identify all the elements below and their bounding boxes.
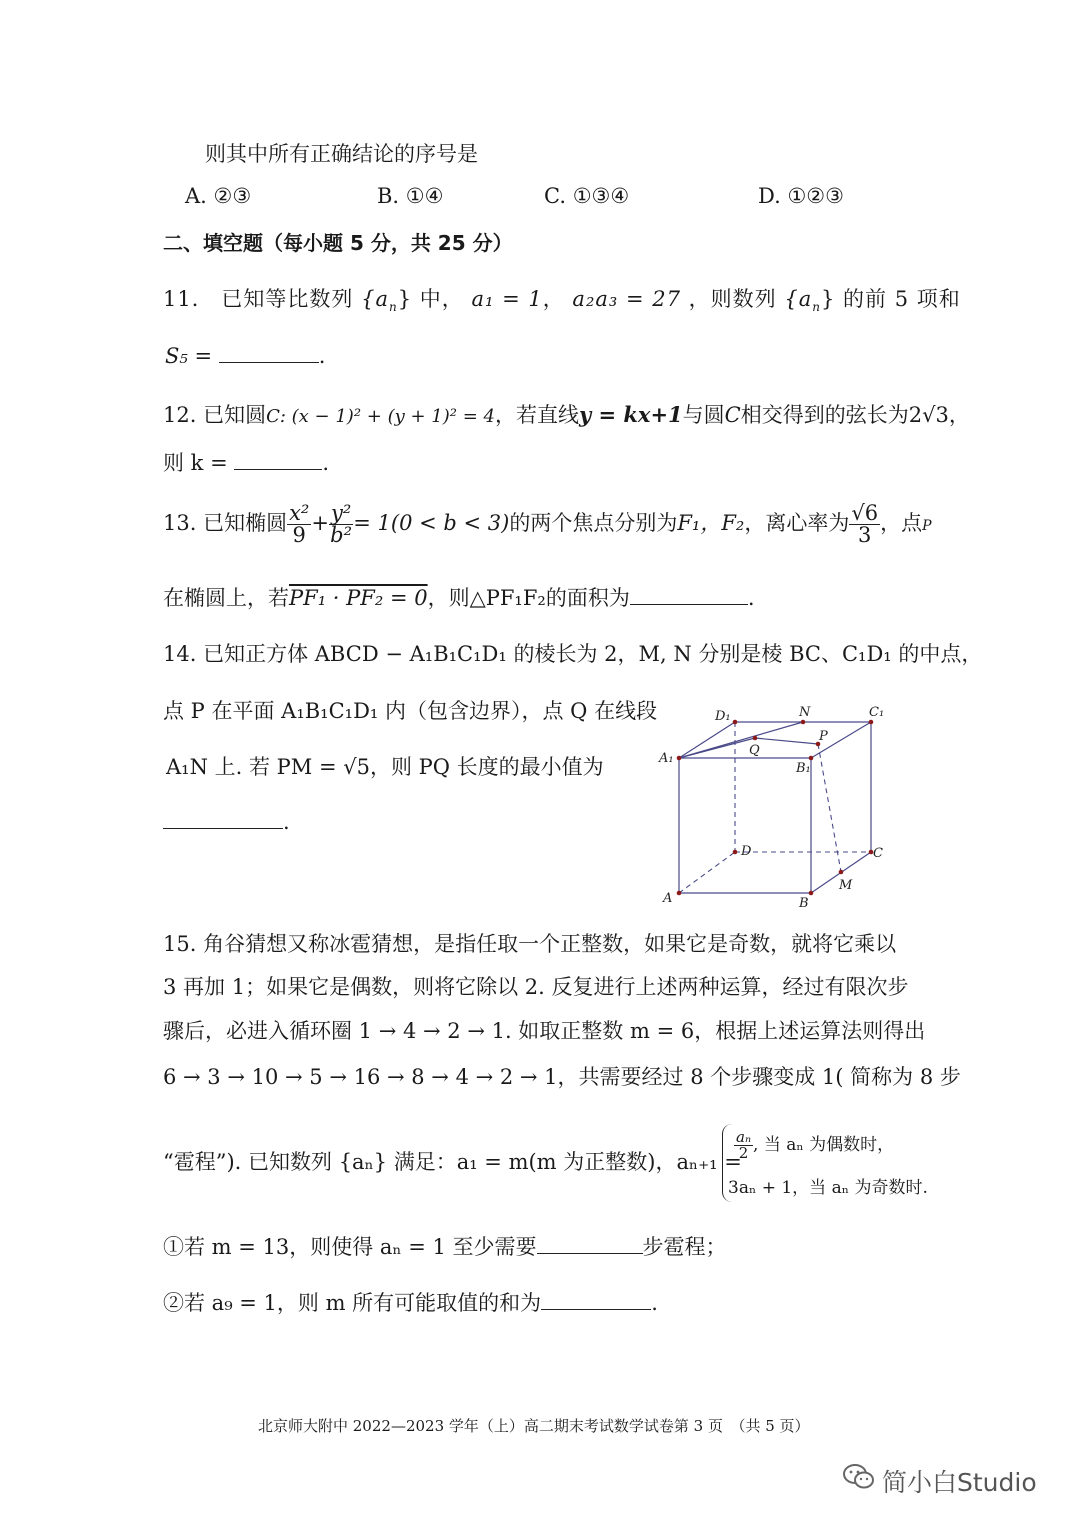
- cube-figure: [655, 700, 905, 915]
- point-d: [733, 850, 738, 855]
- label-b: B: [799, 896, 809, 911]
- q11-answer-blank: [219, 361, 319, 363]
- q14-line2: 点 P 在平面 A₁B₁C₁D₁ 内（包含边界），点 Q 在线段: [163, 699, 658, 723]
- q12-circle-name: C: [724, 403, 741, 427]
- q15-sub2: [163, 1293, 658, 1314]
- q15-sub2-b: .: [651, 1291, 658, 1315]
- q13-point: P: [922, 518, 932, 534]
- q11-text-c: ，则数列: [688, 287, 777, 311]
- q12-text-b: ，若直线: [494, 403, 579, 427]
- label-m: M: [839, 878, 853, 893]
- q11-answer-label: S₅ =: [165, 344, 213, 368]
- point-b: [809, 891, 814, 896]
- watermark-text: 简小白Studio: [882, 1468, 1037, 1497]
- q13-foci: F₁，F₂: [677, 511, 745, 535]
- point-n: [801, 720, 806, 725]
- q15-line4: 6 → 3 → 10 → 5 → 16 → 8 → 4 → 2 → 1，共需要经过 8 个步骤变成 1( 简称为 8 步: [163, 1065, 961, 1089]
- label-a1: A₁: [659, 751, 674, 766]
- edge-a1-d1: [679, 722, 735, 758]
- q12-line-eq: y = kx+1: [578, 402, 683, 427]
- label-p: P: [819, 729, 828, 744]
- q11-seq: $\{a_n\}$: [361, 287, 413, 315]
- page-footer: 北京师大附中 2022—2023 学年（上）高二期末考试数学试卷第 3 页 （共 5 页）: [258, 1417, 810, 1435]
- q14-number: 14.: [163, 642, 197, 666]
- point-q: [753, 736, 758, 741]
- label-d: D: [741, 844, 752, 859]
- q12-line1: [163, 404, 970, 426]
- q15-case1: [734, 1130, 894, 1161]
- intro-line: 则其中所有正确结论的序号是: [205, 142, 478, 166]
- point-b1: [809, 756, 814, 761]
- q12-chord: 2√3: [908, 403, 949, 427]
- q15-case2: 3aₙ + 1，当 aₙ 为奇数时.: [728, 1178, 928, 1198]
- q13-ecc: $\frac{√6}{3}$: [851, 501, 879, 547]
- point-a: [677, 891, 682, 896]
- option-a-label: A.: [185, 184, 207, 208]
- q15-sub2-blank: [541, 1308, 651, 1310]
- segment-p-m: [818, 744, 841, 872]
- q13-eq-rest: = 1(0 < b < 3): [353, 511, 510, 535]
- option-a: [185, 184, 251, 208]
- option-c: [544, 184, 629, 208]
- q13-text-a: 已知椭圆: [203, 511, 288, 535]
- q13-text-b: 的两个焦点分别为: [509, 511, 678, 535]
- q15-sub1-blank: [537, 1252, 643, 1254]
- option-d: [758, 184, 844, 208]
- q15-sub1-a: ①若 m = 13，则使得 aₙ = 1 至少需要: [163, 1235, 537, 1259]
- q13-frac-y: $\frac{\text{y²}}{\text{b²}}$: [330, 501, 353, 547]
- q15-sub1: [163, 1237, 727, 1258]
- option-c-label: C.: [544, 184, 566, 208]
- q14-answer-blank: [163, 827, 283, 829]
- point-m: [839, 870, 844, 875]
- q11-text-b: 中，: [419, 287, 464, 311]
- q12-line2: 则 k = .: [163, 451, 330, 475]
- q12-text-e: ，: [948, 403, 970, 427]
- label-d1: D₁: [715, 709, 731, 724]
- q13-line2: 在椭圆上，若PF₁ · PF₂ = 0，则△PF₁F₂的面积为 .: [163, 586, 755, 610]
- wechat-icon: [842, 1462, 876, 1492]
- point-a1: [677, 756, 682, 761]
- q12-answer-label: 则 k =: [163, 451, 228, 475]
- q14-line3: A₁N 上. 若 PM = √5，则 PQ 长度的最小值为: [166, 755, 604, 779]
- q13-answer-blank: [630, 603, 748, 605]
- q13-line1: 13. 已知椭圆 $\frac{\text{x²}}{9}$ + $\frac{\text{y²}}{\text{b²}}$ = 1(0 < b < 3)的两个焦点分别为F₁，F₂，离心率为 $\frac{√6}{3}$ ，点P: [163, 501, 932, 547]
- q15-line3: 骤后，必进入循环圈 1 → 4 → 2 → 1. 如取正整数 m = 6，根据上述运算法则得出: [163, 1019, 926, 1043]
- point-c1: [869, 720, 874, 725]
- label-c1: C₁: [869, 705, 885, 720]
- option-a-value: ②③: [213, 184, 252, 208]
- label-q: Q: [749, 743, 760, 758]
- q13-line2-b: ，则△PF₁F₂的面积为: [427, 586, 630, 610]
- point-d1: [733, 720, 738, 725]
- option-b: [377, 184, 443, 208]
- q11-cond1: a₁ = 1: [471, 287, 543, 311]
- option-d-label: D.: [758, 184, 781, 208]
- q15-case1-frac: $\frac{\text{aₙ}}{2}$: [736, 1128, 752, 1162]
- q14-line1-text: 已知正方体 ABCD − A₁B₁C₁D₁ 的棱长为 2，M, N 分别是棱 BC、C₁D₁ 的中点，: [203, 642, 983, 666]
- q12-circle: C: (x − 1)² + (y + 1)² = 4: [266, 406, 495, 427]
- segment-q-p: [755, 738, 818, 744]
- q11-seq-2: $\{a_n\}$: [784, 287, 836, 315]
- q13-text-c: ，离心率为: [744, 511, 850, 535]
- q15-sub2-a: ②若 a₉ = 1，则 m 所有可能取值的和为: [163, 1291, 542, 1315]
- q13-frac-x: $\frac{\text{x²}}{9}$: [289, 501, 310, 547]
- q12-text-d: 相交得到的弦长为: [740, 403, 909, 427]
- q11-text-a: 已知等比数列: [221, 287, 354, 311]
- q15-line5: “雹程”). 已知数列 {aₙ} 满足：a₁ = m(m 为正整数)，aₙ₊₁ =: [163, 1150, 742, 1174]
- segment-a1-q: [679, 738, 755, 758]
- label-c: C: [873, 846, 883, 861]
- q11-line2: S₅ = .: [165, 344, 326, 368]
- q15-sub1-b: 步雹程；: [642, 1235, 727, 1259]
- q11-line1: 11． 已知等比数列 $\{a_n\}$ 中， a₁ = 1， a₂a₃ = 27 ，则数列 $\{a_n\}$ 的前 5 项和: [163, 287, 961, 315]
- q12-text-c: 与圆: [682, 403, 725, 427]
- q15-case1-cond: , 当 aₙ 为偶数时，: [753, 1135, 895, 1155]
- option-d-value: ①②③: [787, 184, 844, 208]
- q11-text-d: 的前 5 项和: [843, 287, 961, 311]
- q13-text-d: ，点: [880, 511, 923, 535]
- q13-vec: PF₁ · PF₂ = 0: [289, 586, 428, 610]
- q13-number: 13.: [163, 511, 197, 535]
- q15-line2: 3 再加 1；如果它是偶数，则将它除以 2. 反复进行上述两种运算，经过有限次步: [163, 975, 909, 999]
- option-c-value: ①③④: [572, 184, 630, 208]
- label-b1: B₁: [796, 761, 811, 776]
- q14-line4: .: [163, 812, 290, 833]
- q11-cond2: a₂a₃ = 27: [572, 287, 681, 311]
- q15-number: 15.: [163, 932, 197, 956]
- q12-answer-blank: [234, 468, 322, 470]
- q14-line1: [163, 644, 982, 665]
- edge-a-d: [679, 852, 735, 893]
- option-b-label: B.: [377, 184, 400, 208]
- option-b-value: ①④: [405, 184, 444, 208]
- label-n: N: [799, 705, 811, 720]
- q15-line1: [163, 934, 896, 955]
- q11-number: 11．: [163, 287, 214, 311]
- q13-line2-a: 在椭圆上，若: [163, 586, 289, 610]
- label-a: A: [663, 891, 673, 906]
- q12-text-a: 已知圆: [203, 403, 267, 427]
- section-title: 二、填空题（每小题 5 分，共 25 分）: [163, 231, 513, 255]
- q15-line1-text: 角谷猜想又称冰雹猜想，是指任取一个正整数，如果它是奇数，就将它乘以: [203, 932, 897, 956]
- q12-number: 12.: [163, 403, 197, 427]
